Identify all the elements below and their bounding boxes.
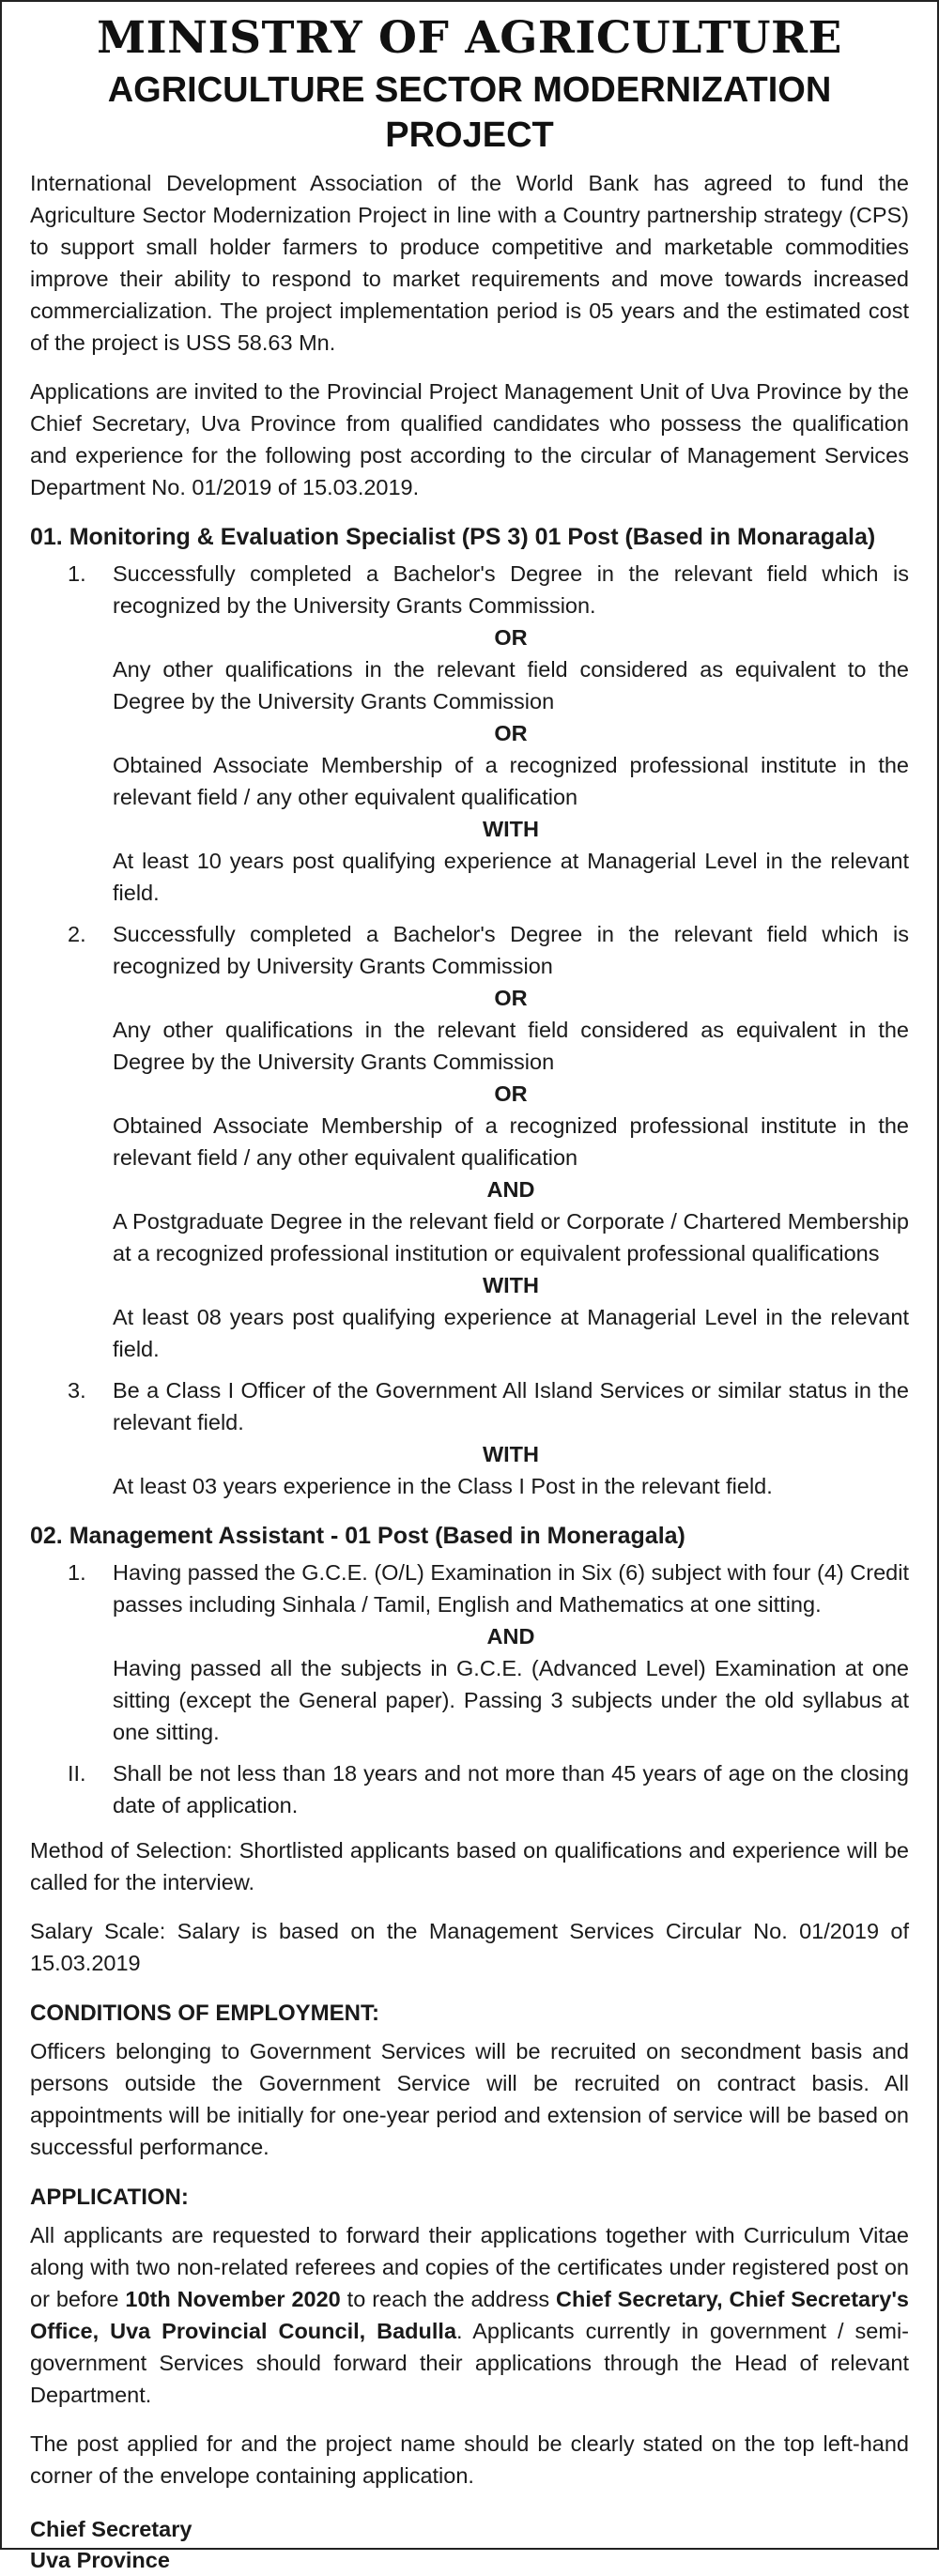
requirement-number: 1.: [68, 561, 86, 586]
posts-section: [30, 520, 909, 1821]
requirement-number: 2.: [68, 922, 86, 946]
signatory-office: Uva Province: [30, 2548, 170, 2572]
requirement-number: 3.: [68, 1378, 86, 1403]
requirement-text: At least 08 years post qualifying experience at Managerial Level in the relevant field.: [113, 1305, 909, 1361]
requirement-item: [30, 558, 909, 909]
signatory-title: Chief Secretary: [30, 2517, 192, 2541]
connector-word: AND: [486, 1177, 535, 1202]
project-title: AGRICULTURE SECTOR MODERNIZATION PROJECT: [107, 70, 832, 155]
requirement-number: 1.: [68, 1560, 86, 1585]
application-text-b: to reach the address: [340, 2287, 557, 2311]
requirement-body: [113, 1374, 909, 1502]
requirement-item: [30, 918, 909, 1365]
requirement-number: II.: [68, 1761, 86, 1786]
method-of-selection: Method of Selection: Shortlisted applicants based on qualifications and experience will be called for the interview.: [30, 1838, 909, 1894]
connector-word: WITH: [482, 1273, 540, 1297]
requirement-item: [30, 1757, 909, 1821]
application-text-c: . Applicants currently in government / semi-government Services should forward their applications through the Head of relevant Department.: [30, 2319, 909, 2407]
intro-paragraph-2: Applications are invited to the Provincial Project Management Unit of Uva Province by the Chief Secretary, Uva Province from qualified candidates who possess the qualification and experience for the following post according to the circular of Management Services Department No. 01/2019 of 15.03.2019.: [30, 379, 909, 499]
requirement-text: Obtained Associate Membership of a recognized professional institute in the relevant field / any other equivalent qualification: [113, 1113, 909, 1170]
requirement-text: Any other qualifications in the relevant field considered as equivalent in the Degree by the University Grants Commission: [113, 1018, 909, 1074]
requirement-text: Successfully completed a Bachelor's Degree in the relevant field which is recognized by the University Grants Commission.: [113, 561, 909, 618]
requirement-item: [30, 1374, 909, 1502]
intro-paragraph-1: International Development Association of the World Bank has agreed to fund the Agriculture Sector Modernization Project in line with a Country partnership strategy (CPS) to support small holder farmers to produce competitive and marketable commodities improve their ability to respond to market requirements and move towards increased commercialization. The project implementation period is 05 years and the estimated cost of the project is USS 58.63 Mn.: [30, 171, 909, 355]
application-text-a: All applicants are requested to forward their applications together with Curriculum Vitae along with two non-related referees and copies of the certificates under registered post on or before: [30, 2223, 909, 2311]
requirement-text: Successfully completed a Bachelor's Degree in the relevant field which is recognized by University Grants Commission: [113, 922, 909, 978]
conditions-text: Officers belonging to Government Services will be recruited on secondment basis and persons outside the Government Service will be recruited on contract basis. All appointments will be initially for one-year period and extension of service will be based on successful performance.: [30, 2039, 909, 2159]
requirement-body: [113, 558, 909, 909]
requirements-list: [30, 1556, 909, 1821]
application-heading: APPLICATION:: [30, 2185, 189, 2210]
connector-word: OR: [494, 721, 528, 745]
requirements-list: [30, 558, 909, 1502]
requirement-body: [113, 1556, 909, 1748]
requirement-item: [30, 1556, 909, 1748]
requirement-text: Having passed the G.C.E. (O/L) Examination in Six (6) subject with four (4) Credit passes including Sinhala / Tamil, English and Mathematics at one sitting.: [113, 1560, 909, 1617]
connector-word: AND: [486, 1624, 535, 1648]
ministry-title: MINISTRY OF AGRICULTURE: [97, 12, 842, 64]
requirement-body: [113, 1757, 909, 1821]
conditions-heading: CONDITIONS OF EMPLOYMENT:: [30, 2001, 379, 2026]
requirement-text: Having passed all the subjects in G.C.E. (Advanced Level) Examination at one sitting (except the General paper). Passing 3 subjects under the old syllabus at one sitting.: [113, 1656, 909, 1744]
requirement-text: Be a Class I Officer of the Government All Island Services or similar status in the relevant field.: [113, 1378, 909, 1434]
post-heading: 01. Monitoring & Evaluation Specialist (PS 3) 01 Post (Based in Monaragala): [30, 524, 876, 550]
connector-word: OR: [494, 625, 528, 650]
salary-scale: Salary Scale: Salary is based on the Management Services Circular No. 01/2019 of 15.03.2019: [30, 1919, 909, 1975]
application-paragraph-2: The post applied for and the project name should be clearly stated on the top left-hand corner of the envelope containing application.: [30, 2431, 909, 2488]
requirement-text: Obtained Associate Membership of a recognized professional institute in the relevant field / any other equivalent qualification: [113, 753, 909, 809]
closing-date: 10th November 2020: [125, 2287, 341, 2311]
connector-word: WITH: [482, 817, 540, 841]
requirement-text: Any other qualifications in the relevant field considered as equivalent to the Degree by the University Grants Commission: [113, 657, 909, 713]
application-address: Chief Secretary, Chief Secretary's Office, Uva Provincial Council, Badulla: [30, 2287, 909, 2343]
connector-word: OR: [494, 986, 528, 1010]
signature-block: [30, 2514, 909, 2576]
requirement-body: [113, 918, 909, 1365]
post-heading: 02. Management Assistant - 01 Post (Based in Moneragala): [30, 1523, 685, 1549]
connector-word: WITH: [482, 1442, 540, 1466]
requirement-text: At least 10 years post qualifying experience at Managerial Level in the relevant field.: [113, 849, 909, 905]
requirement-text: A Postgraduate Degree in the relevant field or Corporate / Chartered Membership at a recognized professional institution or equivalent professional qualifications: [113, 1209, 909, 1265]
requirement-text: At least 03 years experience in the Class I Post in the relevant field.: [113, 1474, 773, 1498]
application-paragraph-1: [30, 2219, 909, 2411]
connector-word: OR: [494, 1081, 528, 1106]
requirement-text: Shall be not less than 18 years and not more than 45 years of age on the closing date of application.: [113, 1761, 909, 1817]
